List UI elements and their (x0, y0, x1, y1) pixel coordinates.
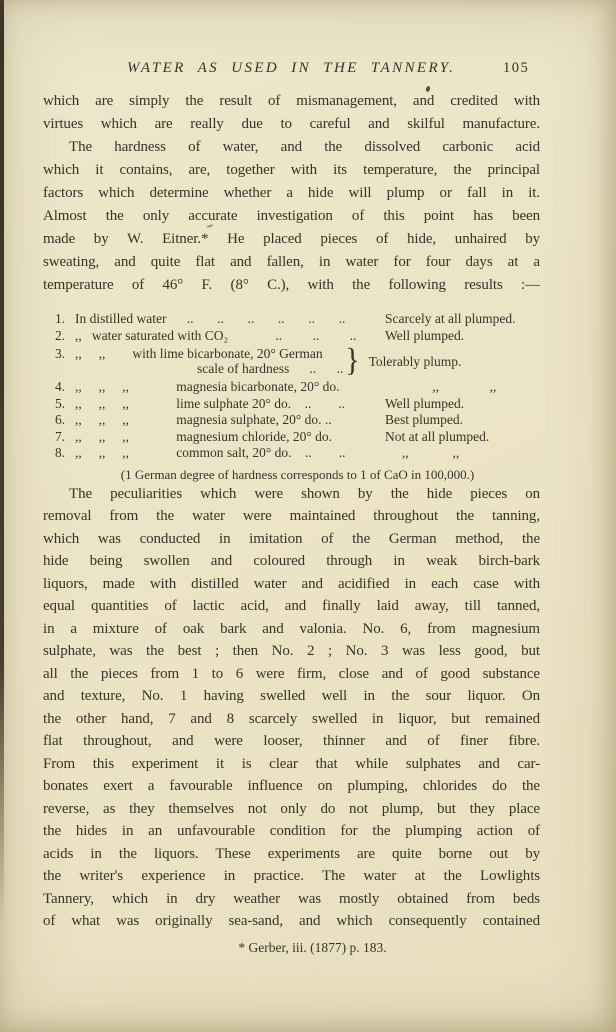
row-result: Scarcely at all plumped. (385, 311, 516, 326)
text-line: the other hand, 7 and 8 scarcely swelled in liquor, but remained (43, 710, 540, 727)
text-block (43, 90, 540, 956)
row-condition: ,, ,, ,, magnesium chloride, 20° do. (75, 428, 332, 444)
text-line: which are simply the result of mismanagement, and credited with (43, 93, 540, 109)
row-condition-line-1: ,, ,, with lime bicarbonate, 20° German (75, 346, 323, 361)
row-result: Best plumped. (385, 412, 463, 427)
text-line: bonates exert a favourable influence on plumping, chlorides do the (43, 778, 540, 794)
row-result: Tolerably plump. (368, 353, 462, 369)
row-condition: ,, ,, ,, lime sulphate 20° do. .. .. (75, 395, 346, 411)
text-line: in a mixture of oak bark and valonia. No. 6, from magnesium (43, 620, 540, 637)
text-line: Almost the only accurate investigation of this point has been (43, 208, 540, 224)
text-line: which was conducted in imitation of the German method, the (43, 530, 540, 547)
text-line: hide being swollen and coloured through in weak birch-bark (43, 553, 540, 569)
results-table (43, 311, 540, 483)
table-row-2 (55, 328, 540, 345)
text-line: liquors, made with distilled water and acidified in each case with (43, 575, 540, 592)
row-result-ditto: ,, ,, (385, 379, 497, 394)
brace-glyph: } (345, 342, 360, 379)
row-condition: ,, ,, ,, magnesia bicarbonate, 20° do. (75, 379, 340, 394)
text-line: and texture, No. 1 having swelled well in the sour liquor. On (43, 688, 540, 704)
text-line: of what was originally sea-sand, and which consequently contained (43, 913, 540, 929)
footnote: * Gerber, iii. (1877) p. 183. (238, 939, 387, 955)
row-condition: In distilled water .. .. .. .. .. .. (75, 311, 346, 326)
row-number: 1. (55, 311, 66, 326)
row-number: 4. (55, 379, 66, 394)
row-condition: ,, ,, ,, magnesia sulphate, 20° do. .. (75, 412, 332, 427)
table-note: (1 German degree of hardness corresponds to 1 of CaO in 100,000.) (120, 466, 475, 482)
table-row-1 (55, 311, 540, 328)
text-line: flat throughout, and were looser, thinner and of finer fibre. (43, 733, 540, 749)
row-result: Well plumped. (385, 327, 465, 343)
text-line: From this experiment it is clear that while sulphates and car- (43, 755, 540, 772)
text-line: removal from the water were maintained throughout the tanning, (43, 508, 540, 524)
row-number: 6. (55, 412, 66, 427)
running-title: WATER AS USED IN THE TANNERY. (127, 60, 456, 76)
scan-edge-shadow (0, 0, 4, 950)
text-line: acids in the liquors. These experiments are quite borne out by (43, 845, 540, 862)
row-number: 2. (55, 327, 66, 343)
row-condition: ,, ,, ,, common salt, 20° do. .. .. (75, 445, 346, 460)
row-number: 8. (55, 445, 66, 460)
text-line: virtues which are really due to careful and skilful manufacture. (43, 116, 540, 132)
table-row-5 (55, 396, 540, 413)
row-condition: ,, water saturated with CO₂ .. .. .. (75, 327, 357, 343)
text-line: sulphate, was the best ; then No. 2 ; No. 3 was less good, but (43, 643, 540, 659)
text-line: temperature of 46° F. (8° C.), with the following results :— (43, 277, 540, 293)
text-line: the writer's experience in practice. The water at the Lowlights (43, 868, 540, 884)
row-condition-two-line (75, 346, 343, 376)
page-number: 105 (503, 60, 530, 76)
text-line: factors which determine whether a hide will plump or fall in it. (43, 185, 540, 201)
table-row-4 (55, 379, 540, 396)
paragraph-1 (43, 90, 540, 136)
text-line: equal quantities of lactic acid, and finally laid away, till tanned, (43, 598, 540, 614)
text-line: The peculiarities which were shown by the hide pieces on (69, 485, 540, 502)
text-line: which it contains, are, together with its temperature, the principal (43, 162, 540, 178)
row-result: Not at all plumped. (385, 428, 490, 444)
row-result: Well plumped. (385, 395, 465, 411)
table-row-6 (55, 412, 540, 429)
text-line: The hardness of water, and the dissolved carbonic acid (69, 139, 540, 155)
paragraph-3 (43, 483, 540, 933)
row-number: 5. (55, 395, 66, 411)
row-condition-line-2: scale of hardness .. .. (197, 361, 344, 376)
text-line: the hides in an unfavourable condition for the plumping action of (43, 823, 540, 839)
table-row-7 (55, 429, 540, 446)
text-line: Tannery, which in dry weather was mostly obtained from beds (43, 890, 540, 907)
row-number: 3. (55, 346, 66, 361)
table-row-3 (55, 342, 540, 379)
text-line: made by W. Eitner.* He placed pieces of hide, unhaired by (43, 231, 540, 247)
paragraph-2 (43, 136, 540, 297)
text-line: sweating, and quite flat and fallen, in water for four days at a (43, 254, 540, 270)
row-number: 7. (55, 428, 66, 444)
text-line: reverse, as they themselves not only do not plump, but they place (43, 800, 540, 817)
table-row-8 (55, 445, 540, 462)
text-line: all the pieces from 1 to 6 were firm, close and of good substance (43, 665, 540, 682)
row-result-ditto: ,, ,, (385, 445, 460, 460)
